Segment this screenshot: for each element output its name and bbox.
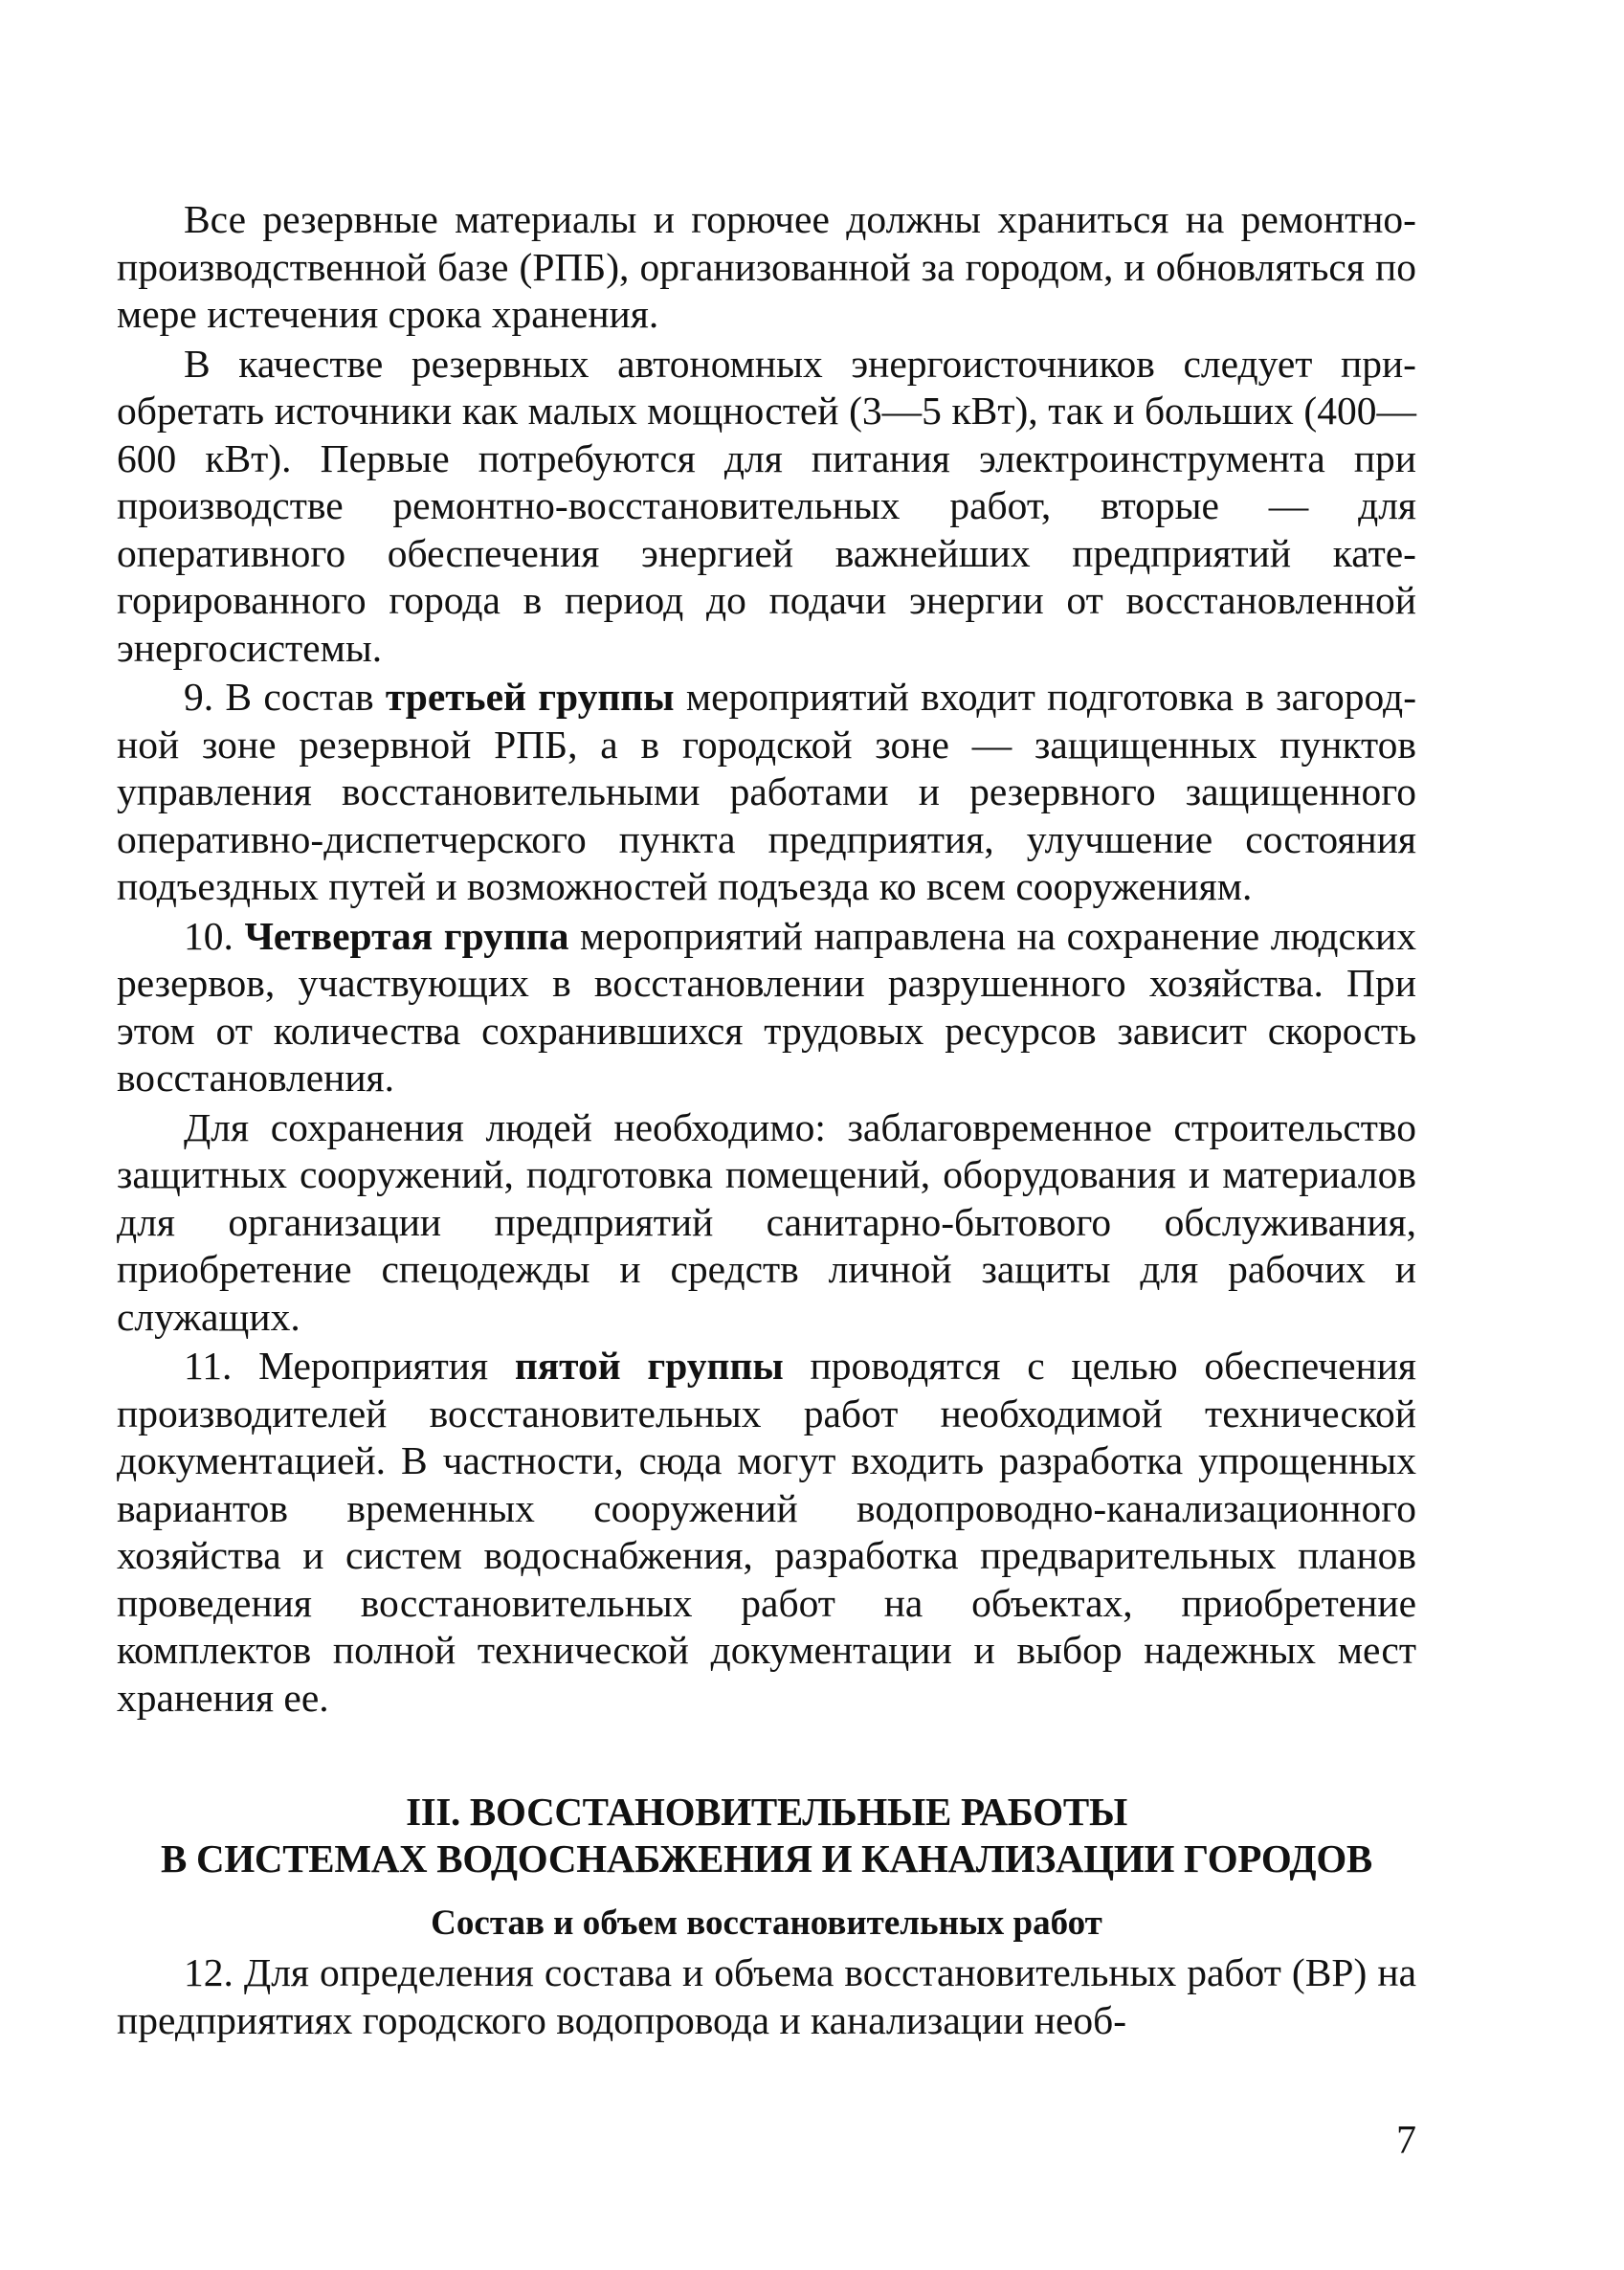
item-9-bold-term: третьей группы [385,675,675,719]
section-heading-line-1: III. ВОССТАНОВИТЕЛЬНЫЕ РАБОТЫ [406,1790,1127,1834]
paragraph-item-10 [117,913,1416,1102]
item-11-text-end: проводятся с целью обеспечения производителей восстановительных работ необходимой технической документацией. В частности, сюда могут входить разработка упрощенных вариантов временных сооружений водопроводно-канализационного хозяйства и систем водоснабжения, разработка предварительных планов проведения восстановительных работ на объектах, приобретение комплектов полной технической документации и выбор надежных мест хранения ее. [117,1344,1416,1720]
item-10-text-start: 10. [184,913,245,958]
item-11-bold-term: пятой группы [514,1344,784,1388]
page-body [117,196,1416,2044]
section-subheading: Состав и объем восстановительных работ [431,1903,1102,1943]
paragraph-item-12: 12. Для определения состава и объема восстановительных работ (ВР) на предприятиях городского водопровода и канализации необ- [117,1950,1416,2042]
item-11-text-start: 11. Мероприятия [184,1344,515,1388]
paragraph-reserve-storage: Все резервные материалы и горючее должны храниться на ремонтно-производственной базе (РПБ), организованной за городом, и обновляться по мере истечения срока хранения. [117,197,1416,336]
paragraph-item-9 [117,674,1416,911]
page-number: 7 [1396,2119,1416,2163]
section-heading [117,1789,1416,1882]
paragraph-energy-sources: В качестве резервных автономных энергоисточников следует приобретать источники как малых мощностей (3—5 кВт), так и больших (400—600 кВт). Первые потребуются для питания электроинструмента при производстве ремонтно-восстановительных работ, вторые — для оперативного обеспечения энергией важнейших предприятий категорированного города в период до подачи энергии от восстановленной энергосистемы. [117,341,1416,670]
item-9-text-end: мероприятий входит подготовка в загородной зоне резервной РПБ, а в городской зоне — защищенных пунктов управления восстановительными работами и резервного защищенного оперативно-диспетчерского пункта предприятия, улучшение состояния подъездных путей и возможностей подъезда ко всем сооружениям. [117,675,1417,908]
item-10-bold-term: Четвертая группа [244,913,569,958]
item-9-text-start: 9. В состав [184,675,386,719]
paragraph-item-11 [117,1343,1416,1722]
item-10-text-end: мероприятий направлена на сохранение людских резервов, участвующих в восстановлении разрушенного хозяйства. При этом от количества сохранившихся трудовых ресурсов зависит скорость восстановления. [117,913,1417,1100]
section-heading-line-2: В СИСТЕМАХ ВОДОСНАБЖЕНИЯ И КАНАЛИЗАЦИИ ГОРОДОВ [161,1836,1372,1881]
paragraph-people-protection: Для сохранения людей необходимо: заблаговременное строительство защитных сооружений, подготовка помещений, оборудования и материалов для организации предприятий санитарно-бытового обслуживания, приобретение спецодежды и средств личной защиты для рабочих и служащих. [117,1104,1416,1339]
